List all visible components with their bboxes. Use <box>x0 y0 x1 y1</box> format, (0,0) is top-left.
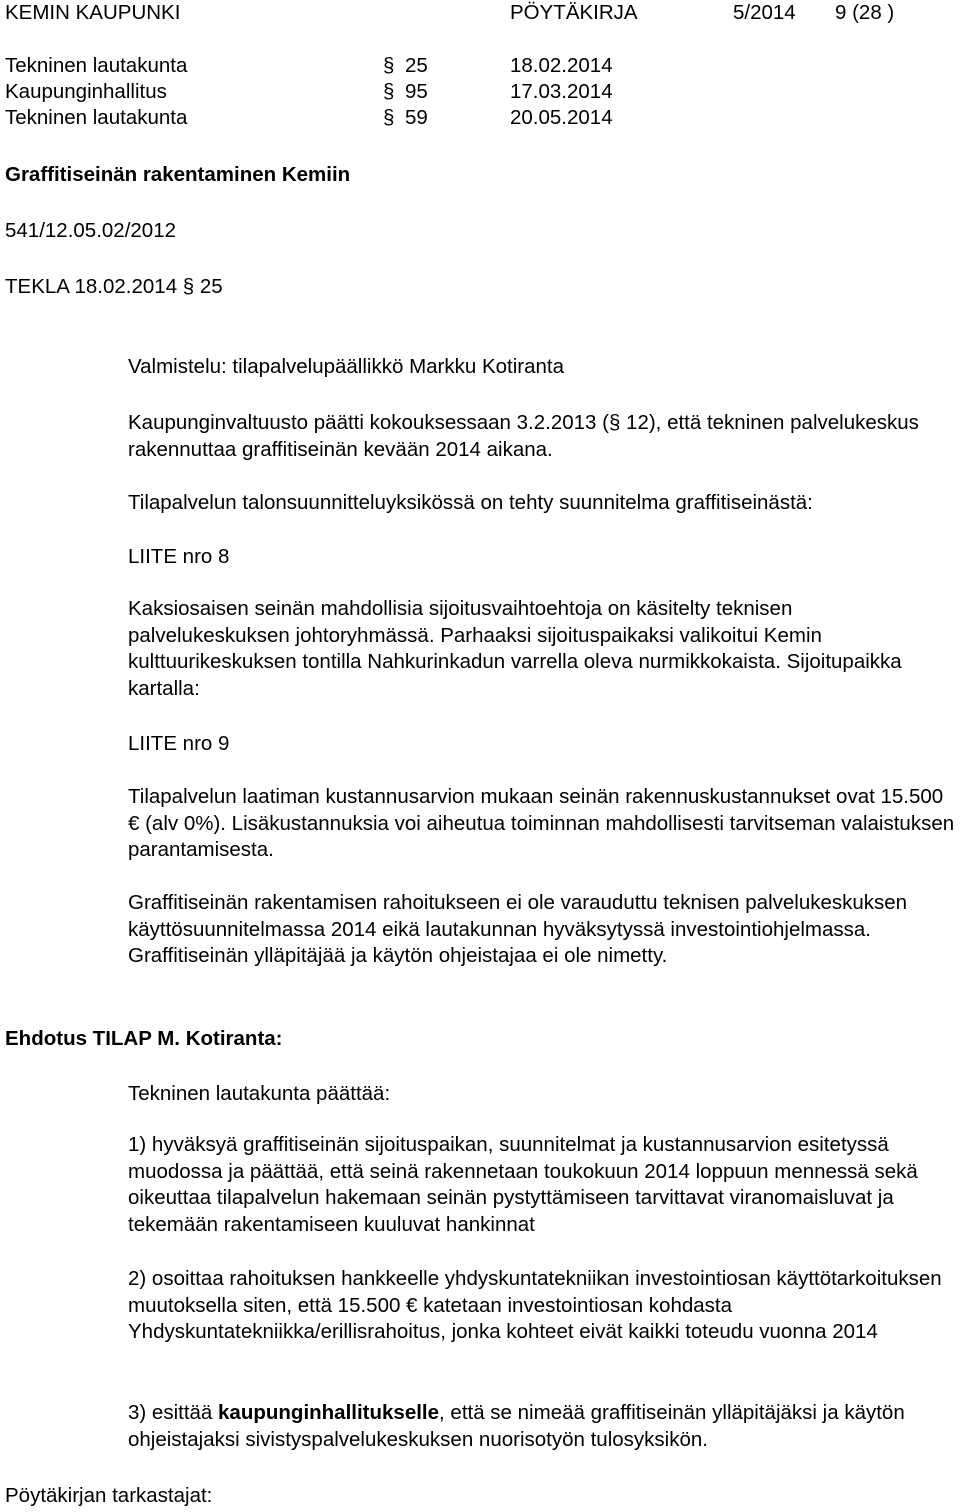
paragraph-plan <box>128 490 958 517</box>
body-row <box>5 53 955 79</box>
footer-reviewers: Pöytäkirjan tarkastajat: <box>5 1484 213 1507</box>
decision-text: 1) hyväksyä graffitiseinän sijoituspaikan, suunnitelmat ja kustannusarvion esitetyssä muodossa ja päättää, että seinä rakennetaan toukokuun 2014 loppuun mennessä sekä oikeuttaa tilapalvelun hakemaan seinän pystyttämiseen tarvittavat viranomaisluvat ja tekemään rakentamiseen kuuluvat hankinnat <box>128 1133 918 1236</box>
decision-text: 3) esittää <box>128 1401 219 1424</box>
section-sign: § <box>383 106 395 129</box>
paragraph-funding <box>128 890 958 970</box>
decision-item-1 <box>128 1132 958 1238</box>
section-number: 25 <box>405 54 428 77</box>
decision-item-3 <box>128 1400 958 1453</box>
proposal-label: Ehdotus TILAP M. Kotiranta: <box>5 1027 283 1050</box>
decision-item-2 <box>128 1266 958 1346</box>
attachment-9: LIITE nro 9 <box>128 732 230 755</box>
header-doc-number: 5/2014 <box>733 1 796 24</box>
meeting-date: 18.02.2014 <box>510 54 613 77</box>
paragraph-text: Tilapalvelun talonsuunnitteluyksikössä on tehty suunnitelma graffitiseinästä: <box>128 491 813 514</box>
paragraph-cost <box>128 784 958 864</box>
paragraph-location <box>128 596 958 702</box>
paragraph-text: Kaksiosaisen seinän mahdollisia sijoitusvaihtoehtoja on käsitelty teknisen palvelukeskuksen johtoryhmässä. Parhaaksi sijoituspaikaksi valikoitui Kemin kulttuurikeskuksen tontilla Nahkurinkadun varrella oleva nurmikkokaista. Sijoitupaikka kartalla: <box>128 597 902 700</box>
diary-number: 541/12.05.02/2012 <box>5 219 176 242</box>
paragraph-text: Kaupunginvaltuusto päätti kokouksessaan 3.2.2013 (§ 12), että tekninen palvelukeskus rakennuttaa graffitiseinän kevään 2014 aikana. <box>128 411 919 461</box>
decision-text: 2) osoittaa rahoituksen hankkeelle yhdyskuntatekniikan investointiosan käyttötarkoituksen muutoksella siten, että 15.500 € katetaan investointiosan kohdasta Yhdyskuntatekniikka/erillisrahoitus, jonka kohteet eivät kaikki toteudu vuonna 2014 <box>128 1267 942 1343</box>
header-city: KEMIN KAUPUNKI <box>5 1 181 24</box>
section-number: 59 <box>405 106 428 129</box>
section-sign: § <box>383 80 395 103</box>
meeting-date: 17.03.2014 <box>510 80 613 103</box>
decides-line: Tekninen lautakunta päättää: <box>128 1082 391 1105</box>
body-name: Kaupunginhallitus <box>5 80 167 103</box>
header-page: 9 (28 ) <box>835 1 895 24</box>
decision-text: , että se nimeää graffitiseinän ylläpitäjäksi ja käytön ohjeistajaksi sivistyspalvelukeskuksen nuorisotyön tulosyksikön. <box>128 1401 905 1451</box>
body-row <box>5 105 955 131</box>
section-number: 95 <box>405 80 428 103</box>
meeting-date: 20.05.2014 <box>510 106 613 129</box>
attachment-8: LIITE nro 8 <box>128 545 230 568</box>
section-sign: § <box>383 54 395 77</box>
body-name: Tekninen lautakunta <box>5 106 188 129</box>
body-row <box>5 79 955 105</box>
header-doc-type: PÖYTÄKIRJA <box>510 1 638 24</box>
paragraph-council-decision <box>128 410 958 463</box>
preparation-line: Valmistelu: tilapalvelupäällikkö Markku Kotiranta <box>128 355 565 378</box>
paragraph-text: Graffitiseinän rakentamisen rahoitukseen ei ole varauduttu teknisen palvelukeskuksen käyttösuunnitelmassa 2014 eikä lautakunnan hyväksytyssä investointiohjelmassa. Graffitiseinän ylläpitäjää ja käytön ohjeistajaa ei ole nimetty. <box>128 891 908 967</box>
paragraph-text: Tilapalvelun laatiman kustannusarvion mukaan seinän rakennuskustannukset ovat 15.500 € (alv 0%). Lisäkustannuksia voi aiheutua toiminnan mahdollisesti tarvitseman valaistuksen parantamisesta. <box>128 785 955 861</box>
tekla-line: TEKLA 18.02.2014 § 25 <box>5 275 223 298</box>
decision-bold-text: kaupunginhallitukselle <box>218 1401 440 1424</box>
document-title: Graffitiseinän rakentaminen Kemiin <box>5 163 351 186</box>
body-name: Tekninen lautakunta <box>5 54 188 77</box>
